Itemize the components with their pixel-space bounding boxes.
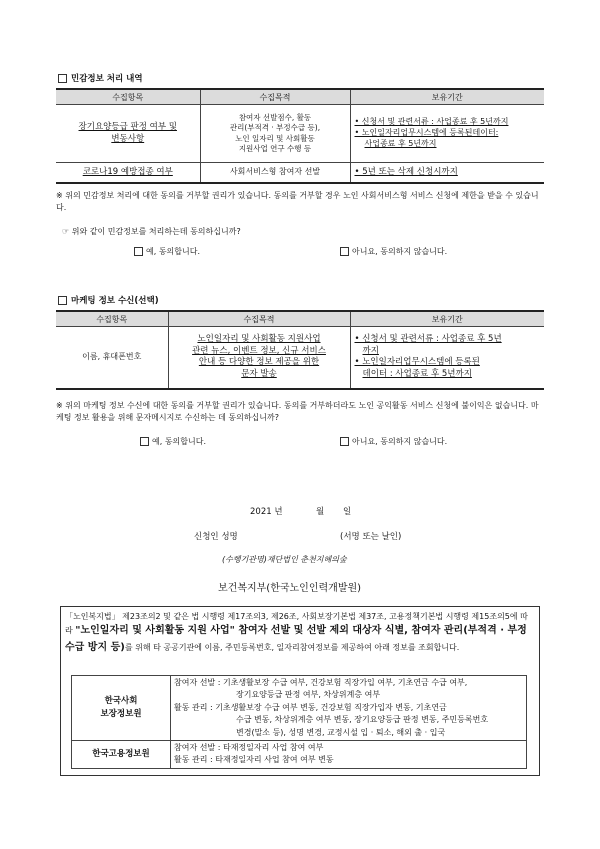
purpose-line: 관련 뉴스, 이벤트 정보, 신규 서비스	[192, 345, 326, 356]
purpose-line: 안내 등 다양한 정보 제공을 위한	[198, 357, 320, 368]
col-header-purpose: 수집목적	[200, 89, 350, 105]
item-text-line2: 변동사항	[111, 133, 145, 144]
signature-label: (서명 또는 날인)	[340, 532, 402, 542]
detail-line: 활동 관리 : 기초생활보장 수급 여부 변동, 건강보험 직장가입자 변동, 기초연금	[174, 702, 447, 712]
col-header-item: 수집항목	[56, 311, 168, 327]
col-header-item: 수집항목	[56, 89, 200, 105]
period-cell	[350, 327, 544, 389]
date-year: 2021 년	[250, 507, 283, 517]
period-line: • 노인일자리업무시스템에 등록된데이터:	[354, 128, 499, 138]
agency-details	[171, 740, 527, 768]
sensitive-info-title	[58, 72, 143, 84]
inquiry-agency-table	[71, 675, 527, 769]
purpose-cell	[168, 327, 350, 389]
period-line: 사업종료 후 5년까지	[364, 138, 437, 148]
data-inquiry-box	[60, 606, 540, 776]
purpose-line: 관리(부적격 · 부정수급 등),	[229, 123, 321, 133]
sensitive-info-title-text: 민감정보 처리 내역	[71, 74, 143, 84]
law-basis-text: 「노인복지법」 제23조의2 및 같은 법 시행령 제17조의3, 제26조, 사회보장기본법 제37조, 고용정책기본법 시행령 제15조의5에 따라	[65, 612, 528, 636]
checkbox-icon[interactable]	[134, 247, 143, 256]
period-cell	[350, 105, 544, 163]
detail-line: 변경(말소 등), 성명 변경, 교정시설 입 · 퇴소, 해외 출 · 입국	[236, 727, 446, 737]
checkbox-icon[interactable]	[340, 247, 349, 256]
detail-line: 참여자 선발 : 기초생활보장 수급 여부, 건강보험 직장가입 여부, 기초연금 수급 여부,	[174, 678, 468, 687]
applicant-name-label: 신청인 성명	[194, 532, 238, 542]
purpose-line: 문자 발송	[241, 368, 277, 379]
sensitive-info-note: ※ 위의 민감정보 처리에 대한 동의를 거부할 권리가 있습니다. 동의를 거부할 경우 노인 사회서비스형 서비스 신청에 제한을 받을 수 있습니다.	[56, 191, 539, 213]
checkbox-icon[interactable]	[340, 437, 349, 446]
sensitive-info-table	[56, 88, 544, 184]
executing-org: (수행기관명)재단법인 춘천지혜의숲	[222, 555, 347, 564]
marketing-note: ※ 위의 마케팅 정보 수신에 대한 동의를 거부할 권리가 있습니다. 동의를 거부하더라도 노인 공익활동 서비스 신청에 불이익은 없습니다. 마케팅 정보 활용을 위해 문자메시지로 수신하는 데 동의하십니까?	[56, 401, 539, 423]
item-text-line1: 장기요양등급 판정 여부 및	[78, 122, 177, 133]
purpose-cell: 사회서비스형 참여자 선발	[200, 163, 350, 183]
ministry-name: 보건복지부(한국노인인력개발원)	[218, 583, 362, 594]
agency-name: 한국사회 보장정보원	[72, 676, 171, 741]
period-line: • 신청서 및 관련서류 : 사업종료 후 5년까지	[354, 117, 509, 127]
item-cell	[56, 105, 200, 163]
period-line: • 노인일자리업무시스템에 등록된	[354, 357, 480, 368]
agency-name: 한국고용정보원	[72, 740, 171, 768]
marketing-title-text: 마케팅 정보 수신(선택)	[71, 296, 159, 306]
agree-label: 예, 동의합니다.	[152, 437, 206, 446]
sensitive-disagree-option[interactable]	[340, 246, 447, 257]
col-header-period: 보유기간	[350, 89, 544, 105]
period-line: 까지	[362, 345, 379, 356]
date-month: 월	[316, 507, 325, 517]
period-line: • 신청서 및 관련서류 : 사업종료 후 5년	[354, 334, 502, 345]
detail-line: 장기요양등급 판정 여부, 차상위계층 여부	[236, 690, 381, 700]
data-inquiry-text	[65, 610, 535, 656]
detail-line: 활동 관리 : 타재정일자리 사업 참여 여부 변동	[174, 755, 334, 765]
period-cell: • 5년 또는 삭제 신청시까지	[350, 163, 544, 183]
square-bullet-icon	[58, 74, 67, 83]
purpose-line: 노인 일자리 및 사회활동	[235, 133, 315, 143]
purpose-emphasis: "노인일자리 및 사회활동 지원 사업" 참여자 선발 및 선발 제외 대상자 식별, 참여자 관리(부적격 · 부정수급 방지 등)	[65, 625, 527, 653]
detail-line: 수급 변동, 차상위계층 여부 변동, 장기요양등급 판정 변동, 주민등록번호	[236, 715, 489, 725]
period-line: 데이터 : 사업종료 후 5년까지	[362, 368, 472, 379]
inquiry-text: 를 위해 타 공공기관에 이름, 주민등록번호, 일자리참여정보를 제공하여 아래 정보를 조회합니다.	[124, 642, 460, 652]
checkbox-icon[interactable]	[140, 437, 149, 446]
marketing-disagree-option[interactable]	[340, 436, 447, 447]
disagree-label: 아니요, 동의하지 않습니다.	[352, 437, 448, 446]
agree-label: 예, 동의합니다.	[146, 247, 200, 256]
col-header-period: 보유기간	[350, 311, 544, 327]
purpose-line: 노인일자리 및 사회활동 지원사업	[197, 334, 321, 345]
disagree-label: 아니요, 동의하지 않습니다.	[352, 247, 448, 256]
sensitive-agree-option[interactable]	[134, 246, 200, 257]
col-header-purpose: 수집목적	[168, 311, 350, 327]
marketing-title	[58, 294, 159, 306]
date-day: 일	[343, 507, 352, 517]
item-cell: 코로나19 예방접종 여부	[56, 163, 200, 183]
purpose-line: 참여자 선발점수, 활동	[238, 113, 312, 123]
purpose-line: 지원사업 연구 수행 등	[238, 143, 312, 153]
agency-details	[171, 676, 527, 741]
square-bullet-icon	[58, 296, 67, 305]
detail-line: 참여자 선발 : 타재정일자리 사업 참여 여부	[174, 742, 324, 752]
purpose-cell	[200, 105, 350, 163]
sensitive-info-question: ☞ 위와 같이 민감정보를 처리하는데 동의하십니까?	[62, 227, 241, 236]
marketing-agree-option[interactable]	[140, 436, 206, 447]
marketing-table	[56, 310, 544, 390]
item-cell: 이름, 휴대폰번호	[56, 327, 168, 389]
